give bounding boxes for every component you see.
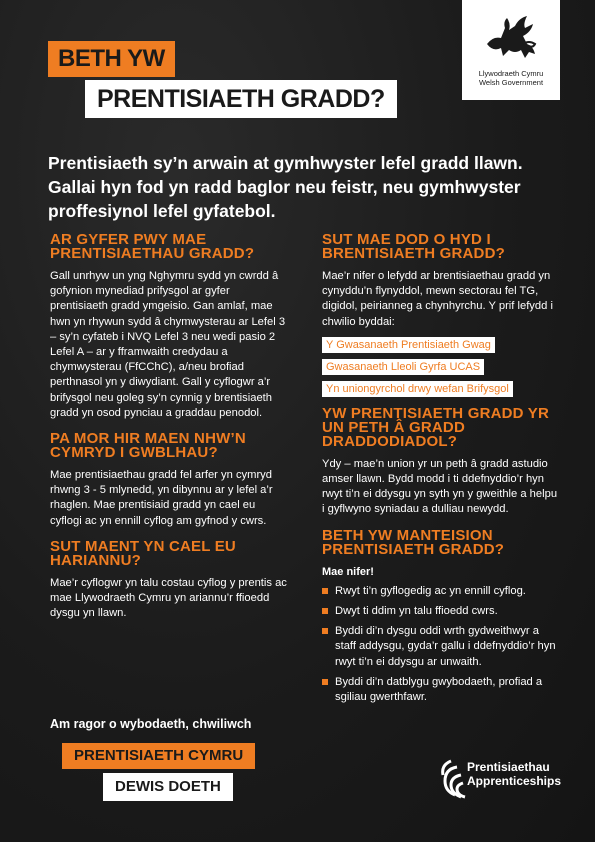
link-list — [322, 335, 562, 401]
body-funding: Mae’r cyflogwr yn talu costau cyflog y prentis ac mae Llywodraeth Cymru yn ariannu’r ffioedd dysgu yn llawn. — [50, 576, 287, 620]
brand-line-2: Apprenticeships — [467, 774, 562, 788]
body-duration: Mae prentisiaethau gradd fel arfer yn cymryd rhwng 3 - 5 mlynedd, yn dibynnu ar y lefel a’r rhaglen. Mae prentisiaid gradd yn cael eu cyflogi ac yn ennill cyflog am gyfnod y cwrs. — [50, 469, 273, 527]
right-column — [322, 233, 562, 710]
cta-dewis-doeth[interactable]: DEWIS DOETH — [103, 773, 233, 801]
bullet-square-icon — [322, 628, 328, 634]
heading-find: SUT MAE DOD O HYD I BRENTISIAETH GRADD? — [322, 231, 505, 262]
list-item: Rwyt ti’n gyflogedig ac yn ennill cyflog. — [322, 584, 562, 599]
brand-line-1: Prentisiaethau — [467, 760, 550, 774]
body-same: Ydy – mae’n union yr un peth â gradd astudio amser llawn. Bydd modd i ti ddefnyddio’r hyn rwyt ti’n ei ddysgu yn syth yn y gweithle a helpu i gyflwyno syniadau a dulliau newydd. — [322, 457, 558, 516]
body-who: Gall unrhyw un yng Nghymru sydd yn cwrdd â gofynion mynediad prifysgol ar gyfer prentisiaeth gradd ymgeisio. Gan amlaf, mae hwn yn rhywun sydd â chymwysterau ar Lefel 3 – sy’n cyfateb i NVQ Lefel 3 neu wedi pasio 2 Lefel A – ar y fframwaith credydau a chymwysterau (FfCChC), a/neu brofiad perthnasol yn y diwydiant. Gall y cyflogwr a’r brifysgol neu goleg sy’n cynnig y brentisiaeth gradd yn osod pynciau a graddau penodol. — [50, 270, 286, 419]
bullet-square-icon — [322, 608, 328, 614]
heading-same: YW PRENTISIAETH GRADD YR UN PETH Â GRADD DRADDODIADOL? — [322, 404, 550, 450]
apprenticeships-logo — [437, 757, 567, 807]
heading-duration: PA MOR HIR MAEN NHW’N CYMRYD I GWBLHAU? — [50, 430, 246, 462]
logo-line-1: Llywodraeth Cymru — [478, 69, 544, 78]
bullet-square-icon — [322, 679, 328, 685]
logo-line-2: Welsh Government — [478, 78, 544, 87]
list-item: Byddi di’n datblygu gwybodaeth, profiad a sgiliau gwerthfawr. — [322, 675, 562, 705]
more-info-text: Am ragor o wybodaeth, chwiliwch — [50, 717, 252, 731]
benefits-lead: Mae nifer! — [322, 565, 374, 578]
heading-who: AR GYFER PWY MAE PRENTISIAETHAU GRADD? — [50, 231, 255, 262]
title-line-1: BETH YW — [48, 41, 175, 77]
welsh-government-logo — [462, 0, 560, 100]
heading-funding: SUT MAENT YN CAEL EU HARIANNU? — [50, 537, 236, 569]
link-ucas[interactable]: Gwasanaeth Lleoli Gyrfa UCAS — [322, 359, 484, 375]
welsh-dragon-icon — [483, 14, 539, 60]
heading-benefits: BETH YW MANTEISION PRENTISIAETH GRADD? — [322, 526, 505, 558]
left-column — [50, 233, 290, 621]
list-item: Byddi di’n dysgu oddi wrth gydweithwyr a staff addysgu, gyda’r gallu i ddefnyddio’r hyn rwyt ti’n ei ddysgu ar unwaith. — [322, 624, 562, 670]
bullet-square-icon — [322, 588, 328, 594]
body-find: Mae’r nifer o lefydd ar brentisiaethau gradd yn cynyddu’n flynyddol, mewn sectorau fel TG, digidol, peirianneg a chynhyrchu. Y prif lefydd i chwilio byddai: — [322, 270, 553, 328]
intro-text: Prentisiaeth sy’n arwain at gymhwyster lefel gradd llawn. Gallai hyn fod yn radd baglor neu feistr, neu gymhwyster proffesiynol lefel gyfatebol. — [48, 153, 523, 221]
cta-apprenticeship-wales[interactable]: PRENTISIAETH CYMRU — [62, 743, 255, 769]
link-vacancy-service[interactable]: Y Gwasanaeth Prentisiaeth Gwag — [322, 337, 495, 353]
benefits-list — [322, 584, 562, 705]
apprenticeships-swirl-icon — [437, 757, 467, 799]
list-item: Dwyt ti ddim yn talu ffioedd cwrs. — [322, 604, 562, 619]
link-university[interactable]: Yn uniongyrchol drwy wefan Brifysgol — [322, 381, 513, 397]
title-line-2: PRENTISIAETH GRADD? — [85, 80, 397, 118]
